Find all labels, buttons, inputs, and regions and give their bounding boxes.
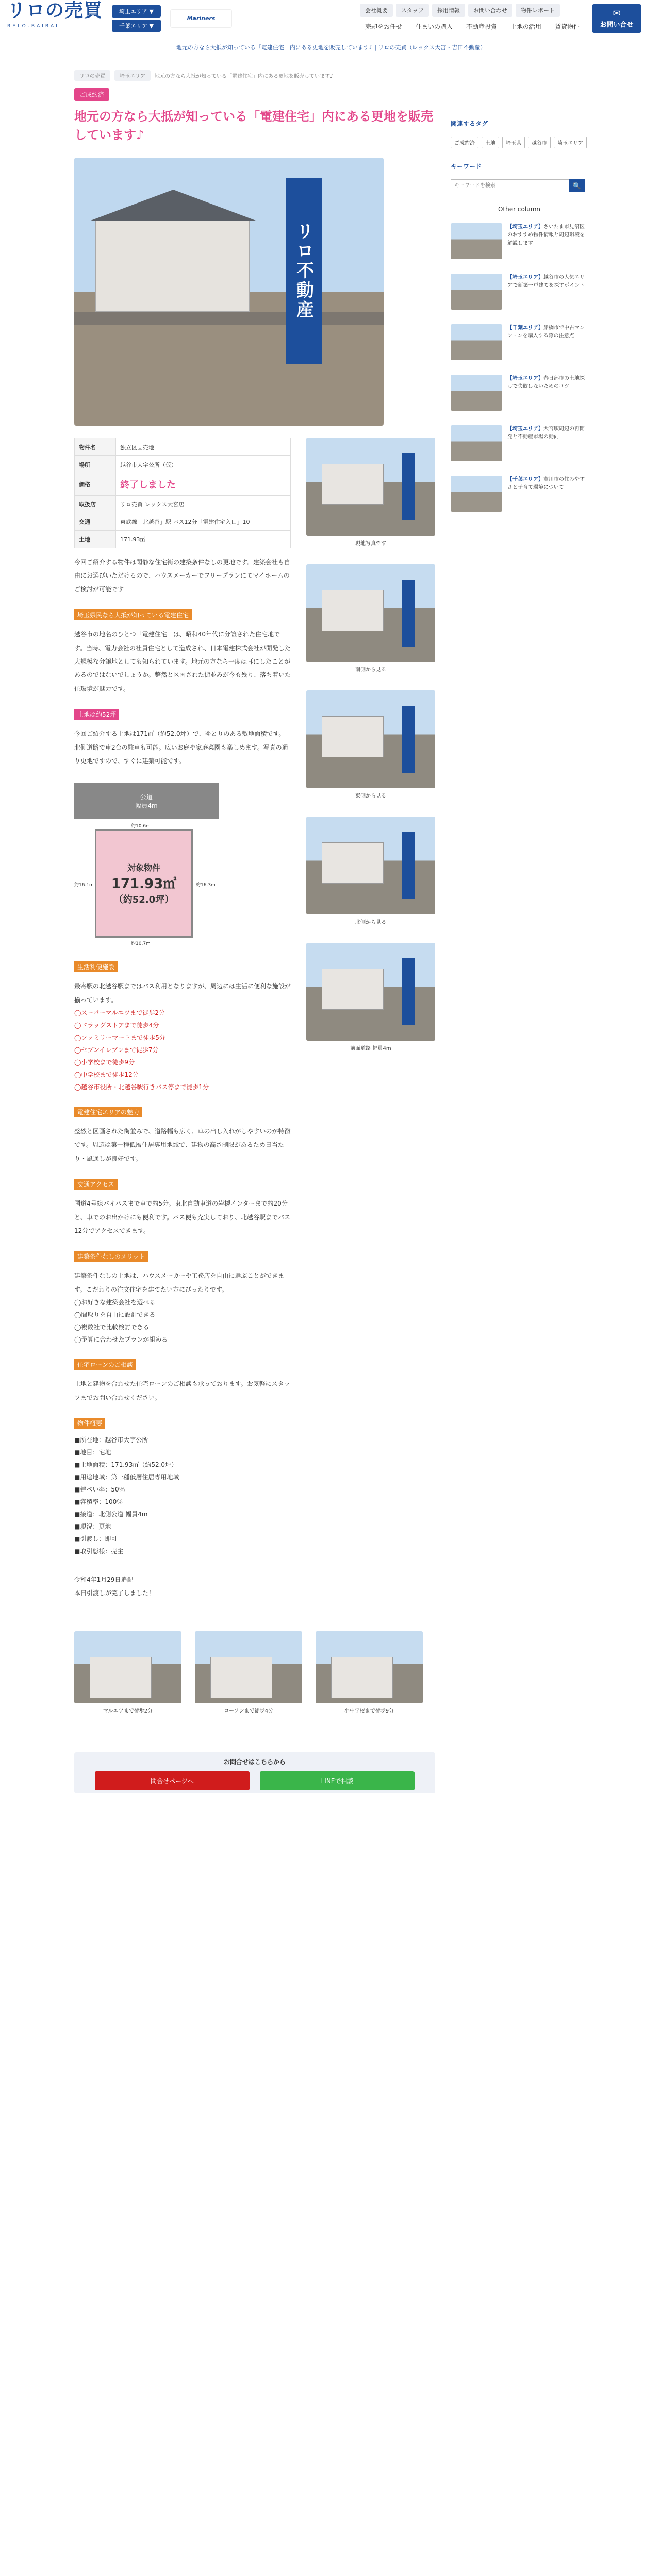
- tag-link[interactable]: 埼玉エリア: [554, 137, 587, 148]
- list-item: ■所在地：越谷市大字公所: [74, 1436, 148, 1444]
- table-row: 価格 終了しました: [75, 473, 291, 496]
- table-row: 取扱店 リロ売買 レックス大宮店: [75, 496, 291, 513]
- update-note: 令和4年1月29日追記 本日引渡しが完了しました！: [74, 1575, 155, 1597]
- table-row: 土地 171.93㎡: [75, 531, 291, 548]
- column-card[interactable]: 【埼玉エリア】春日部市の土地探しで失敗しないためのコツ: [451, 375, 588, 411]
- nearby-photos: マルエツまで徒歩2分 ローソンまで徒歩4分 小中学校まで徒歩9分: [74, 1631, 435, 1732]
- photo-caption: 南側から見る: [355, 667, 386, 673]
- hero-photo: [74, 158, 384, 426]
- list-item: ◯間取りを自由に設計できる: [74, 1311, 156, 1319]
- breadcrumb-item[interactable]: リロの売買: [74, 70, 110, 81]
- search-icon: 🔍: [572, 181, 582, 190]
- tag-link[interactable]: ご成約済: [451, 137, 478, 148]
- tag-heading: 関連するタグ: [451, 119, 588, 131]
- column-card[interactable]: 【埼玉エリア】越谷市の人気エリアで新築一戸建てを探すポイント: [451, 274, 588, 310]
- list-item: ◯スーパーマルエツまで徒歩2分: [74, 1009, 165, 1017]
- list-item: ◯小学校まで徒歩9分: [74, 1059, 135, 1066]
- nav-land[interactable]: 土地の活用: [510, 23, 541, 30]
- section-heading: 生活利便施設: [74, 961, 118, 972]
- category-badge[interactable]: ご成約済: [74, 88, 109, 101]
- section-text: 整然と区画された街並みで、道路幅も広く、車の出し入れがしやすいのが特徴です。周辺は第一種低層住居専用地域で、建物の高さ制限があるため日当たり・風通しが良好です。: [74, 1128, 291, 1162]
- list-item: ◯ドラッグストアまで徒歩4分: [74, 1022, 159, 1029]
- column-card[interactable]: 【千葉エリア】市川市の住みやすさと子育て環境について: [451, 476, 588, 512]
- section-text: 越谷市の地名のひとつ「電建住宅」は、昭和40年代に分譲された住宅地です。当時、電力会社の社員住宅として造成され、日本電建株式会社が開発した大規模な分譲地としても知られています。地元の方なら一度は耳にしたことがあるのではないでしょうか。整然と区画された街並みが今も残り、落ち着いた住環境が魅力です。: [74, 631, 291, 692]
- section-text: 国道4号線バイパスまで車で約5分。東北自動車道の岩槻インターまで約20分と、車でのお出かけにも便利です。バス便も充実しており、北越谷駅までバス12分でアクセスできます。: [74, 1200, 291, 1235]
- property-photo[interactable]: [306, 690, 435, 788]
- tag-link[interactable]: 土地: [482, 137, 499, 148]
- table-row: 場所 越谷市大字公所（仮）: [75, 456, 291, 473]
- list-item: ■建ぺい率：50％: [74, 1485, 125, 1493]
- section-heading: 土地は約52坪: [74, 709, 119, 720]
- section-text: 最寄駅の北越谷駅まではバス利用となりますが、周辺には生活に便利な施設が揃っています。: [74, 982, 291, 1004]
- banner-sign: リロ不動産: [286, 178, 322, 364]
- property-photo[interactable]: [306, 817, 435, 914]
- property-photo[interactable]: [306, 564, 435, 662]
- nav-recruit[interactable]: 採用情報: [432, 4, 465, 17]
- nav-staff[interactable]: スタッフ: [396, 4, 429, 17]
- section-text: 土地と建物を合わせた住宅ローンのご相談も承っております。お気軽にスタッフまでお問い合わせください。: [74, 1380, 290, 1401]
- list-item: ◯越谷市役所・北越谷駅行きバス停まで徒歩1分: [74, 1083, 209, 1091]
- nearby-photo[interactable]: [316, 1631, 423, 1703]
- section-heading: 交通アクセス: [74, 1179, 118, 1190]
- list-item: ■接道：北側公道 幅員4m: [74, 1510, 148, 1518]
- table-row: 物件名 独立区画売地: [75, 438, 291, 456]
- list-item: ■用途地域：第一種低層住居専用地域: [74, 1473, 179, 1481]
- nav-report[interactable]: 物件レポート: [516, 4, 560, 17]
- tag-link[interactable]: 埼玉県: [502, 137, 525, 148]
- nav-company[interactable]: 会社概要: [360, 4, 393, 17]
- inquiry-title: お問合せはこちらから: [223, 1758, 286, 1766]
- nav-buy[interactable]: 住まいの購入: [415, 23, 453, 30]
- list-item: ◯ファミリーマートまで徒歩5分: [74, 1034, 166, 1042]
- inquiry-page-button[interactable]: 問合せページへ: [95, 1771, 250, 1790]
- nav-sell[interactable]: 売却をお任せ: [365, 23, 402, 30]
- breadcrumb-item[interactable]: 埼玉エリア: [114, 70, 151, 81]
- section-heading: 埼玉県民なら大抵が知っている電建住宅: [74, 609, 192, 620]
- page-notice[interactable]: 地元の方なら大抵が知っている「電建住宅」内にある更地を販売しています♪ | リロの売買（レックス大宮・吉田不動産）: [176, 44, 486, 51]
- line-button[interactable]: LINEで相談: [260, 1771, 415, 1790]
- site-logo[interactable]: リロの売買 RELO-BAIBAI: [7, 0, 103, 29]
- search-button[interactable]: [569, 179, 585, 192]
- property-photo[interactable]: [306, 438, 435, 536]
- photo-caption: 東側から見る: [355, 793, 386, 799]
- keyword-search-input[interactable]: [451, 179, 569, 192]
- other-column-heading: Other column: [498, 206, 541, 213]
- contact-button[interactable]: ✉ お問い合せ: [592, 4, 641, 33]
- section-heading: 住宅ローンのご相談: [74, 1359, 136, 1370]
- list-item: ■現況：更地: [74, 1522, 111, 1530]
- area-button-saitama[interactable]: 埼玉エリア ▼: [112, 5, 161, 18]
- intro-text: 今回ご紹介する物件は閑静な住宅街の建築条件なしの更地です。建築会社も自由にお選びいただけるので、ハウスメーカーでフリープランにてマイホームのご検討が可能です: [74, 558, 291, 593]
- list-item: ◯複数社で比較検討できる: [74, 1324, 150, 1331]
- nav-inquiry[interactable]: お問い合わせ: [468, 4, 512, 17]
- list-item: ■地目：宅地: [74, 1448, 111, 1456]
- column-card[interactable]: 【埼玉エリア】さいたま市見沼区のおすすめ物件情報と周辺環境を解説します: [451, 223, 588, 259]
- nearby-photo[interactable]: [195, 1631, 302, 1703]
- site-header: [0, 0, 662, 37]
- section-heading: 電建住宅エリアの魅力: [74, 1107, 142, 1117]
- list-item: ◯中学校まで徒歩12分: [74, 1071, 139, 1079]
- section-text: 今回ご紹介する土地は171㎡（約52.0坪）で、ゆとりのある敷地面積です。北側道路で車2台の駐車も可能。広いお庭や家庭菜園も楽しめます。写真の通り更地ですので、すぐに建築可能です。: [74, 730, 288, 765]
- section-text: 建築条件なしの土地は、ハウスメーカーや工務店を自由に選ぶことができます。こだわりの注文住宅を建てたい方にぴったりです。: [74, 1272, 285, 1293]
- section-heading: 建築条件なしのメリット: [74, 1251, 148, 1262]
- global-nav: [360, 4, 585, 33]
- list-item: ■土地面積：171.93㎡（約52.0坪）: [74, 1461, 178, 1468]
- list-item: ◯セブンイレブンまで徒歩7分: [74, 1046, 159, 1054]
- nearby-photo[interactable]: [74, 1631, 181, 1703]
- column-card[interactable]: 【埼玉エリア】大宮駅周辺の再開発と不動産市場の動向: [451, 425, 588, 461]
- mariners-logo: Mariners: [170, 9, 232, 28]
- area-button-chiba[interactable]: 千葉エリア ▼: [112, 20, 161, 32]
- nav-rental[interactable]: 賃貸物件: [554, 23, 580, 30]
- photo-caption: 北側から見る: [355, 920, 386, 925]
- list-item: ■容積率：100％: [74, 1498, 123, 1505]
- property-table: [74, 438, 291, 548]
- inquiry-box: [74, 1752, 435, 1793]
- summary-list: [74, 1434, 291, 1557]
- photo-caption: 前面道路 幅員4m: [350, 1046, 391, 1052]
- breadcrumb-current: 地元の方なら大抵が知っている「電建住宅」内にある更地を販売しています♪: [155, 74, 334, 79]
- column-card[interactable]: 【千葉エリア】船橋市で中古マンションを購入する際の注意点: [451, 324, 588, 360]
- facility-list: [74, 1007, 291, 1093]
- breadcrumb: [0, 58, 662, 81]
- site-plan: 公道 幅員4m 対象物件 171.93㎡ （約52.0坪） 約10.6m 約10.7m 約16.1m 約16.3m: [74, 783, 219, 948]
- list-item: ◯お好きな建築会社を選べる: [74, 1299, 156, 1307]
- merit-list: [74, 1296, 291, 1346]
- article: [74, 88, 435, 1793]
- table-row: 交通 東武線「北越谷」駅 バス12分「電建住宅入口」10: [75, 513, 291, 531]
- list-item: ■引渡し：即可: [74, 1535, 118, 1543]
- sidebar: [451, 88, 588, 1793]
- photo-caption: 現地写真です: [355, 541, 386, 547]
- tag-link[interactable]: 越谷市: [528, 137, 551, 148]
- mail-icon: ✉: [613, 8, 621, 19]
- list-item: ■取引態様：売主: [74, 1547, 124, 1555]
- page-title: 地元の方なら大抵が知っている「電建住宅」内にある更地を販売しています♪: [74, 109, 433, 142]
- keyword-heading: キーワード: [451, 162, 588, 174]
- property-photo[interactable]: [306, 943, 435, 1041]
- section-heading: 物件概要: [74, 1418, 105, 1429]
- list-item: ◯予算に合わせたプランが組める: [74, 1336, 168, 1344]
- nav-invest[interactable]: 不動産投資: [466, 23, 497, 30]
- photo-column: [306, 438, 435, 1600]
